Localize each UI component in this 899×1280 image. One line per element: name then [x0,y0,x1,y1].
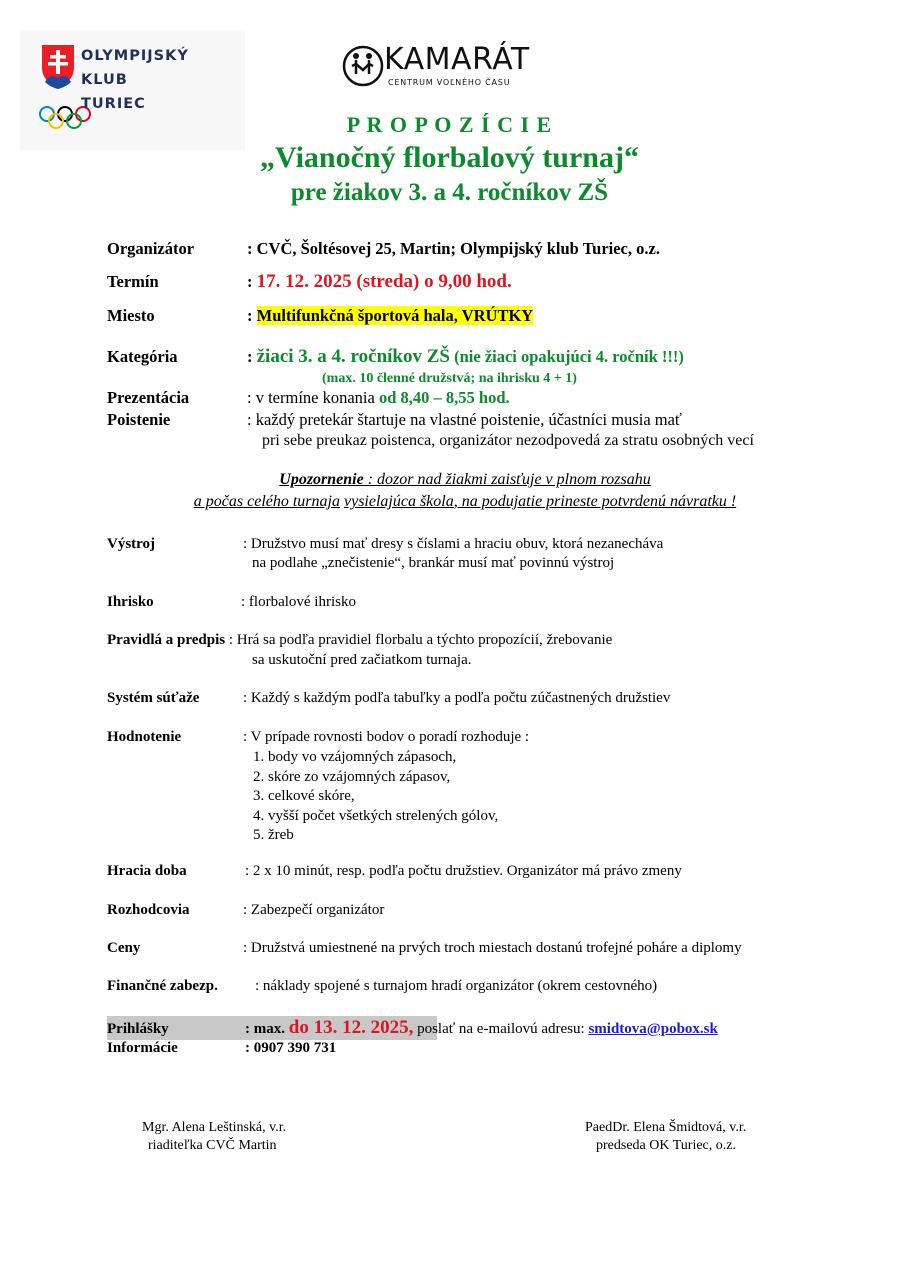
insurance-row [107,410,682,430]
insurance-line1: : každý pretekár štartuje na vlastné poistenie, účastníci musia mať [247,410,682,429]
evaluation-list [253,748,498,846]
registration-middle: poslať na e-mailovú adresu: [413,1021,585,1037]
playtime-value: : 2 x 10 minút, resp. podľa počtu družstiev. Organizátor má právo zmeny [245,863,682,879]
regulations-line1: : Hrá sa podľa pravidiel florbalu a týchto propozícií, žrebovanie [228,632,613,648]
list-item: 3. celkové skóre, [253,788,355,804]
equipment-row [107,536,663,553]
term-label: Termín [107,272,159,291]
signature-right-name: PaedDr. Elena Šmidtová, v.r. [585,1120,747,1135]
notice-line2 [0,493,899,511]
information-label: Informácie [107,1040,178,1056]
playtime-row [107,863,682,880]
term-value: 17. 12. 2025 (streda) o 9,00 hod. [256,271,512,292]
presentation-prefix: : v termíne konania [247,388,375,407]
presentation-label: Prezentácia [107,388,190,407]
category-label: Kategória [107,347,178,366]
kamarat-title: KAMARÁT [384,42,530,77]
registration-row [107,1017,718,1039]
equipment-label: Výstroj [107,536,156,552]
referees-value: : Zabezpečí organizátor [243,902,385,918]
insurance-line2: pri sebe preukaz poistenca, organizátor nezodpovedá za stratu osobných vecí [262,432,754,449]
regulations-line2: sa uskutoční pred začiatkom turnaja. [252,652,472,668]
referees-row [107,902,384,919]
prizes-value: : Družstvá umiestnené na prvých troch miestach dostanú trofejné poháre a diplomy [243,940,742,956]
notice-line1 [0,471,899,489]
notice-line2-b: vysielajúca škola [343,493,454,510]
notice-label: Upozornenie [279,471,364,488]
presentation-time: od 8,40 – 8,55 hod. [378,388,510,407]
term-row [107,271,512,293]
regulations-label: Pravidlá a predpis [107,632,226,648]
category-note: (nie žiaci opakujúci 4. ročník !!!) [454,347,684,366]
category-value: žiaci 3. a 4. ročníkov ZŠ [256,346,450,367]
list-item: 4. vyšší počet všetkých strelených gólov, [253,807,499,824]
organizer-value: : CVČ, Šoltésovej 25, Martin; Olympijský klub Turiec, o.z. [247,239,660,258]
category-sub: (max. 10 členné družstvá; na ihrisku 4 + 1) [322,371,577,386]
evaluation-row [107,729,529,746]
kamarat-subtitle: CENTRUM VOĽNÉHO ČASU [388,78,511,87]
system-label: Systém súťaže [107,690,200,706]
system-value: : Každý s každým podľa tabuľky a podľa počtu zúčastnených družstiev [243,690,671,706]
organizer-label: Organizátor [107,239,195,258]
slovak-shield-icon [39,42,77,90]
tournament-subtitle: pre žiakov 3. a 4. ročníkov ZŠ [290,179,609,206]
referees-label: Rozhodcovia [107,902,190,918]
organizer-row [107,239,660,259]
list-item: 2. skóre zo vzájomných zápasov, [253,768,451,785]
information-row [107,1040,336,1057]
place-row [107,306,533,326]
logo-text-line: KLUB [81,72,128,88]
prizes-label: Ceny [107,940,141,956]
information-phone: : 0907 390 731 [245,1040,337,1056]
finance-value: : náklady spojené s turnajom hradí organizátor (okrem cestovného) [255,978,658,994]
equipment-line2: na podlahe „znečistenie“, brankár musí mať povinnú výstroj [252,555,615,571]
finance-label: Finančné zabezp. [107,978,218,994]
signature-left-name: Mgr. Alena Leštinská, v.r. [142,1120,287,1135]
tournament-title: „Vianočný florbalový turnaj“ [260,141,639,174]
registration-prefix: : max. [245,1021,285,1037]
notice-line1-text: : dozor nad žiakmi zaisťuje v plnom rozsahu [363,471,651,488]
notice-line2-a: a počas celého turnaja [193,493,340,510]
place-label: Miesto [107,306,155,325]
term-colon: : [247,272,253,291]
equipment-line1: : Družstvo musí mať dresy s číslami a hraciu obuv, ktorá nezanecháva [243,536,664,552]
signature-right-role: predseda OK Turiec, o.z. [596,1138,736,1153]
category-colon: : [247,347,253,366]
signature-left-role: riaditeľka CVČ Martin [148,1138,277,1153]
presentation-row [107,388,510,408]
notice-line2-c: , na podujatie prineste potvrdenú návratku ! [453,493,737,510]
finance-row [107,978,657,995]
list-item: 1. body vo vzájomných zápasoch, [253,749,457,765]
regulations-row [107,632,612,649]
system-row [107,690,670,707]
evaluation-label: Hodnotenie [107,729,182,745]
logo-text-line: TURIEC [81,96,146,112]
email-link[interactable]: smidtova@pobox.sk [588,1021,718,1037]
field-row [107,594,356,611]
registration-label: Prihlášky [107,1021,169,1037]
place-colon: : [247,306,253,325]
insurance-label: Poistenie [107,410,171,429]
page-heading: P R O P O Z Í C I E [346,112,553,137]
field-label: Ihrisko [107,594,154,610]
evaluation-intro: : V prípade rovnosti bodov o poradí rozhoduje : [243,729,530,745]
logo-text-line: OLYMPIJSKÝ [81,48,189,64]
kamarat-logo-icon [341,44,385,88]
category-row [107,346,684,368]
prizes-row [107,940,742,957]
olympic-club-name [81,44,189,116]
field-value: : florbalové ihrisko [241,594,356,610]
place-value: Multifunkčná športová hala, VRÚTKY [256,306,534,325]
list-item: 5. žreb [253,827,294,843]
registration-deadline: do 13. 12. 2025, [288,1017,414,1038]
playtime-label: Hracia doba [107,863,187,879]
